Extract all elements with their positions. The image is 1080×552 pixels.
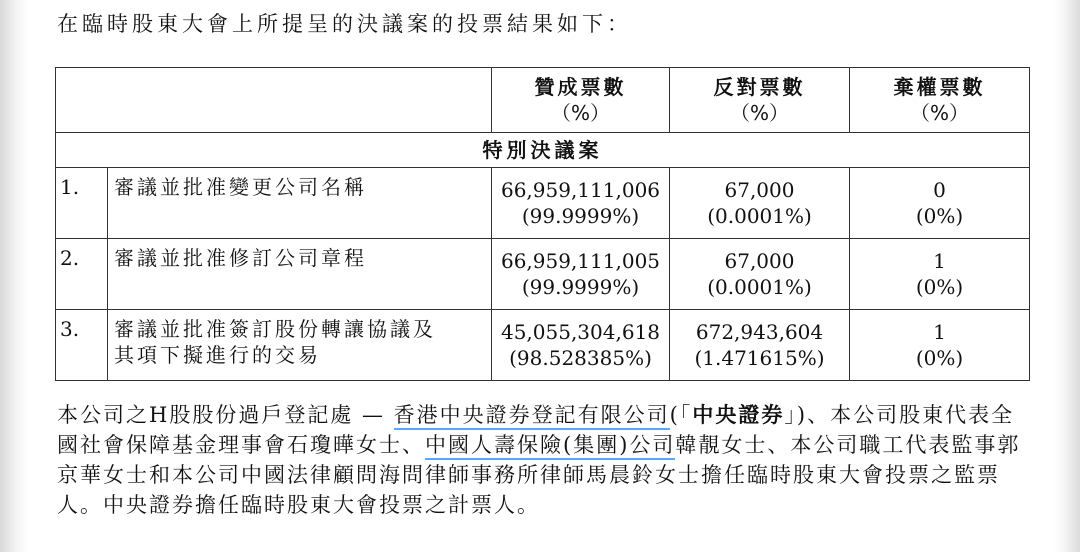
defined-term: 中央證券	[692, 402, 785, 427]
row-description	[108, 168, 492, 239]
against-pct: (0.0001%)	[707, 204, 812, 228]
header-for-pct: （%）	[550, 101, 610, 125]
row-description-line: 審議並批准簽訂股份轉讓協議及	[114, 317, 436, 341]
header-against-pct: （%）	[729, 101, 789, 125]
row-description	[108, 310, 492, 381]
for-pct: (99.9999%)	[521, 275, 640, 299]
table-row	[56, 168, 1030, 239]
row-abstain	[850, 310, 1030, 381]
header-against	[670, 68, 850, 133]
highlighted-company-link[interactable]: 中國人壽保險(集團)公司	[425, 433, 675, 460]
header-against-label: 反對票數	[713, 75, 806, 99]
table-header-row	[56, 68, 1030, 133]
page-shadow-right	[1054, 0, 1080, 552]
row-number: 1.	[56, 168, 108, 239]
abstain-pct: (0%)	[915, 275, 964, 299]
for-pct: (98.528385%)	[509, 346, 652, 370]
section-row	[56, 133, 1030, 168]
paragraph-text: 韓靚女士、本公司職工代表監事郭京華女士和本公司中國法律顧問海問律師事務所律師馬晨鈴女士擔任臨時股東大會投票之監票人。中央證券擔任臨時股東大會投票之計票人。	[57, 433, 1021, 517]
vote-results-table	[55, 67, 1030, 381]
row-number: 3.	[56, 310, 108, 381]
row-against	[670, 239, 850, 310]
paragraph-text: (「	[669, 403, 693, 427]
row-for	[492, 168, 670, 239]
header-abstain-label: 棄權票數	[893, 75, 986, 99]
header-for-label: 贊成票數	[534, 75, 627, 99]
for-pct: (99.9999%)	[521, 204, 640, 228]
abstain-votes: 1	[933, 249, 946, 273]
for-votes: 66,959,111,006	[500, 178, 661, 202]
against-pct: (1.471615%)	[694, 346, 825, 370]
page-shadow-left	[0, 0, 28, 552]
against-votes: 672,943,604	[695, 320, 824, 344]
row-for	[492, 310, 670, 381]
scrutineer-paragraph	[57, 400, 1032, 520]
for-votes: 45,055,304,618	[500, 320, 661, 344]
header-abstain-pct: （%）	[909, 101, 969, 125]
header-for	[492, 68, 670, 133]
row-description-line: 審議並批准修訂公司章程	[114, 246, 367, 270]
header-blank-cell	[56, 68, 492, 133]
abstain-votes: 0	[933, 178, 946, 202]
against-votes: 67,000	[724, 249, 795, 273]
abstain-votes: 1	[933, 320, 946, 344]
against-votes: 67,000	[724, 178, 795, 202]
section-title: 特別決議案	[56, 133, 1030, 168]
highlighted-company-link[interactable]: 香港中央證券登記有限公司	[394, 403, 670, 430]
against-pct: (0.0001%)	[707, 275, 812, 299]
row-against	[670, 168, 850, 239]
row-description-line: 審議並批准變更公司名稱	[114, 175, 367, 199]
row-number: 2.	[56, 239, 108, 310]
abstain-pct: (0%)	[915, 204, 964, 228]
row-for	[492, 239, 670, 310]
row-description-line: 其項下擬進行的交易	[114, 343, 321, 367]
row-abstain	[850, 239, 1030, 310]
row-abstain	[850, 168, 1030, 239]
header-abstain	[850, 68, 1030, 133]
table-row	[56, 310, 1030, 381]
table-row	[56, 239, 1030, 310]
intro-text: 在臨時股東大會上所提呈的決議案的投票結果如下：	[57, 12, 632, 36]
abstain-pct: (0%)	[915, 346, 964, 370]
paragraph-text: 本公司之H股股份過戶登記處 —	[57, 403, 394, 427]
row-against	[670, 310, 850, 381]
paragraph-text: 」)、本公司股東代表全國社會保障基金理事會石瓊曄女士、	[57, 403, 1015, 457]
row-description	[108, 239, 492, 310]
for-votes: 66,959,111,005	[500, 249, 661, 273]
